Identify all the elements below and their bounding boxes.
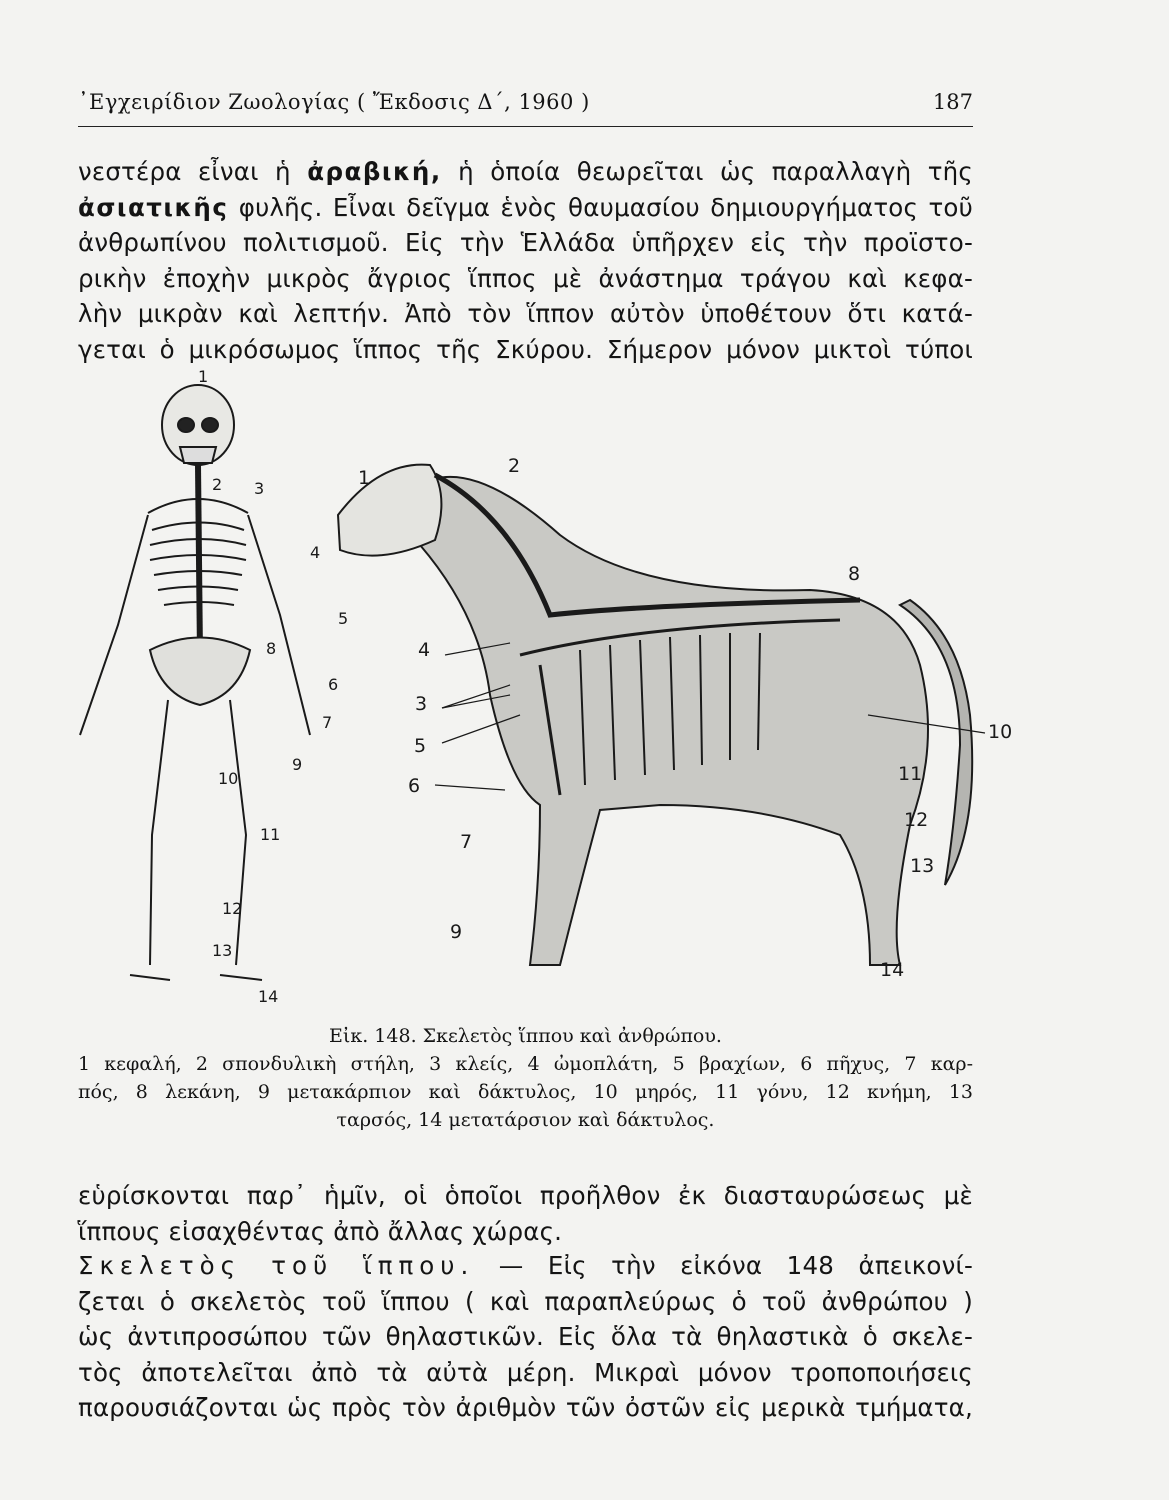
- human-label-13: 13: [212, 941, 233, 960]
- bold-term-arabian: ἀραβική,: [307, 157, 442, 186]
- text-line: εὑρίσκονται παρ᾽ ἡμῖν, οἱ ὁποῖοι προῆλθον ἐκ διασταυρώσεως μὲ: [78, 1181, 973, 1210]
- human-label-2: 2: [212, 475, 223, 494]
- human-skeleton: [80, 385, 310, 980]
- bold-term-asian: ἀσιατικῆς: [78, 192, 229, 222]
- text-line: παρουσιάζονται ὡς πρὸς τὸν ἀριθμὸν τῶν ὀστῶν εἰς μερικὰ τμήματα,: [78, 1393, 973, 1422]
- human-label-12: 12: [222, 899, 243, 918]
- horse-label-14: 14: [880, 959, 905, 981]
- text-span: νεστέρα εἶναι ἡ: [78, 157, 291, 186]
- caption-line: πός, 8 λεκάνη, 9 μετακάρπιον καὶ δάκτυλος, 10 μηρός, 11 γόνυ, 12 κνήμη, 13: [78, 1081, 973, 1103]
- caption-line: 1 κεφαλή, 2 σπονδυλικὴ στήλη, 3 κλείς, 4 ὠμοπλάτη, 5 βραχίων, 6 πῆχυς, 7 καρ-: [78, 1053, 973, 1075]
- human-label-8: 8: [266, 639, 277, 658]
- text-line: ἀνθρωπίνου πολιτισμοῦ. Εἰς τὴν Ἑλλάδα ὑπῆρχεν εἰς τὴν προϊστο-: [78, 228, 973, 257]
- text-line: λὴν μικρὰν καὶ λεπτήν. Ἀπὸ τὸν ἵππον αὐτὸν ὑποθέτουν ὅτι κατά-: [78, 299, 973, 328]
- paragraph-intro: [78, 154, 973, 367]
- horse-label-6: 6: [408, 775, 421, 797]
- text-line: [78, 154, 973, 190]
- human-label-10: 10: [218, 769, 239, 788]
- page-number: 187: [932, 90, 973, 114]
- caption-line: ταρσός, 14 μετατάρσιον καὶ δάκτυλος.: [336, 1109, 715, 1131]
- text-line: [78, 1248, 973, 1284]
- human-label-3: 3: [254, 479, 265, 498]
- text-span: — Εἰς τὴν εἰκόνα 148 ἀπεικονί-: [498, 1251, 973, 1280]
- text-line: γεται ὁ μικρόσωμος ἵππος τῆς Σκύρου. Σήμερον μόνον μικτοὶ τύποι: [78, 334, 973, 364]
- caption-title: Εἰκ. 148. Σκελετὸς ἵππου καὶ ἀνθρώπου.: [329, 1025, 722, 1047]
- horse-label-3: 3: [415, 693, 428, 715]
- text-span: ἡ ὁποία θεωρεῖται ὡς παραλλαγὴ τῆς: [458, 157, 973, 186]
- horse-label-2: 2: [508, 455, 521, 477]
- figure-caption: [78, 1022, 973, 1134]
- text-line: ὡς ἀντιπροσώπου τῶν θηλαστικῶν. Εἰς ὅλα τὰ θηλαστικὰ ὁ σκελε-: [78, 1322, 973, 1351]
- human-label-7: 7: [322, 713, 333, 732]
- horse-label-7: 7: [460, 831, 473, 853]
- human-label-5: 5: [338, 609, 349, 628]
- horse-label-13: 13: [910, 855, 935, 877]
- horse-label-12: 12: [904, 809, 929, 831]
- text-line: [78, 190, 973, 226]
- text-line: ἵππους εἰσαχθέντας ἀπὸ ἄλλας χώρας.: [78, 1216, 563, 1246]
- human-label-1: 1: [198, 367, 209, 386]
- text-line: τὸς ἀποτελεῖται ἀπὸ τὰ αὐτὰ μέρη. Μικραὶ μόνον τροποποιήσεις: [78, 1357, 973, 1387]
- horse-label-11: 11: [898, 763, 923, 785]
- human-label-4: 4: [310, 543, 321, 562]
- horse-label-4: 4: [418, 639, 431, 661]
- running-header: [78, 86, 973, 127]
- human-label-11: 11: [260, 825, 281, 844]
- text-line: ρικὴν ἐποχὴν μικρὸς ἄγριος ἵππος μὲ ἀνάστημα τράγου καὶ κεφα-: [78, 263, 973, 293]
- human-label-14: 14: [258, 987, 279, 1006]
- human-label-9: 9: [292, 755, 303, 774]
- horse-label-8: 8: [848, 563, 861, 585]
- horse-label-5: 5: [414, 735, 427, 757]
- horse-label-10: 10: [988, 721, 1013, 743]
- paragraph-mixed-types: [78, 1178, 973, 1249]
- text-span: φυλῆς. Εἶναι δεῖγμα ἑνὸς θαυμασίου δημιουργήματος τοῦ: [238, 192, 973, 222]
- horse-skeleton: [338, 465, 972, 965]
- text-line: ζεται ὁ σκελετὸς τοῦ ἵππου ( καὶ παραπλεύρως ὁ τοῦ ἀνθρώπου ): [78, 1286, 973, 1316]
- skeleton-figure: [40, 365, 1013, 1015]
- paragraph-horse-skeleton: [78, 1248, 973, 1426]
- section-heading: Σκελετὸς τοῦ ἵππου.: [78, 1251, 475, 1280]
- horse-label-1: 1: [358, 467, 371, 489]
- horse-label-9: 9: [450, 921, 463, 943]
- human-label-6: 6: [328, 675, 339, 694]
- running-title: ᾿Εγχειρίδιον Ζωολογίας ( Ἔκδοσις Δ΄, 1960 ): [78, 90, 590, 114]
